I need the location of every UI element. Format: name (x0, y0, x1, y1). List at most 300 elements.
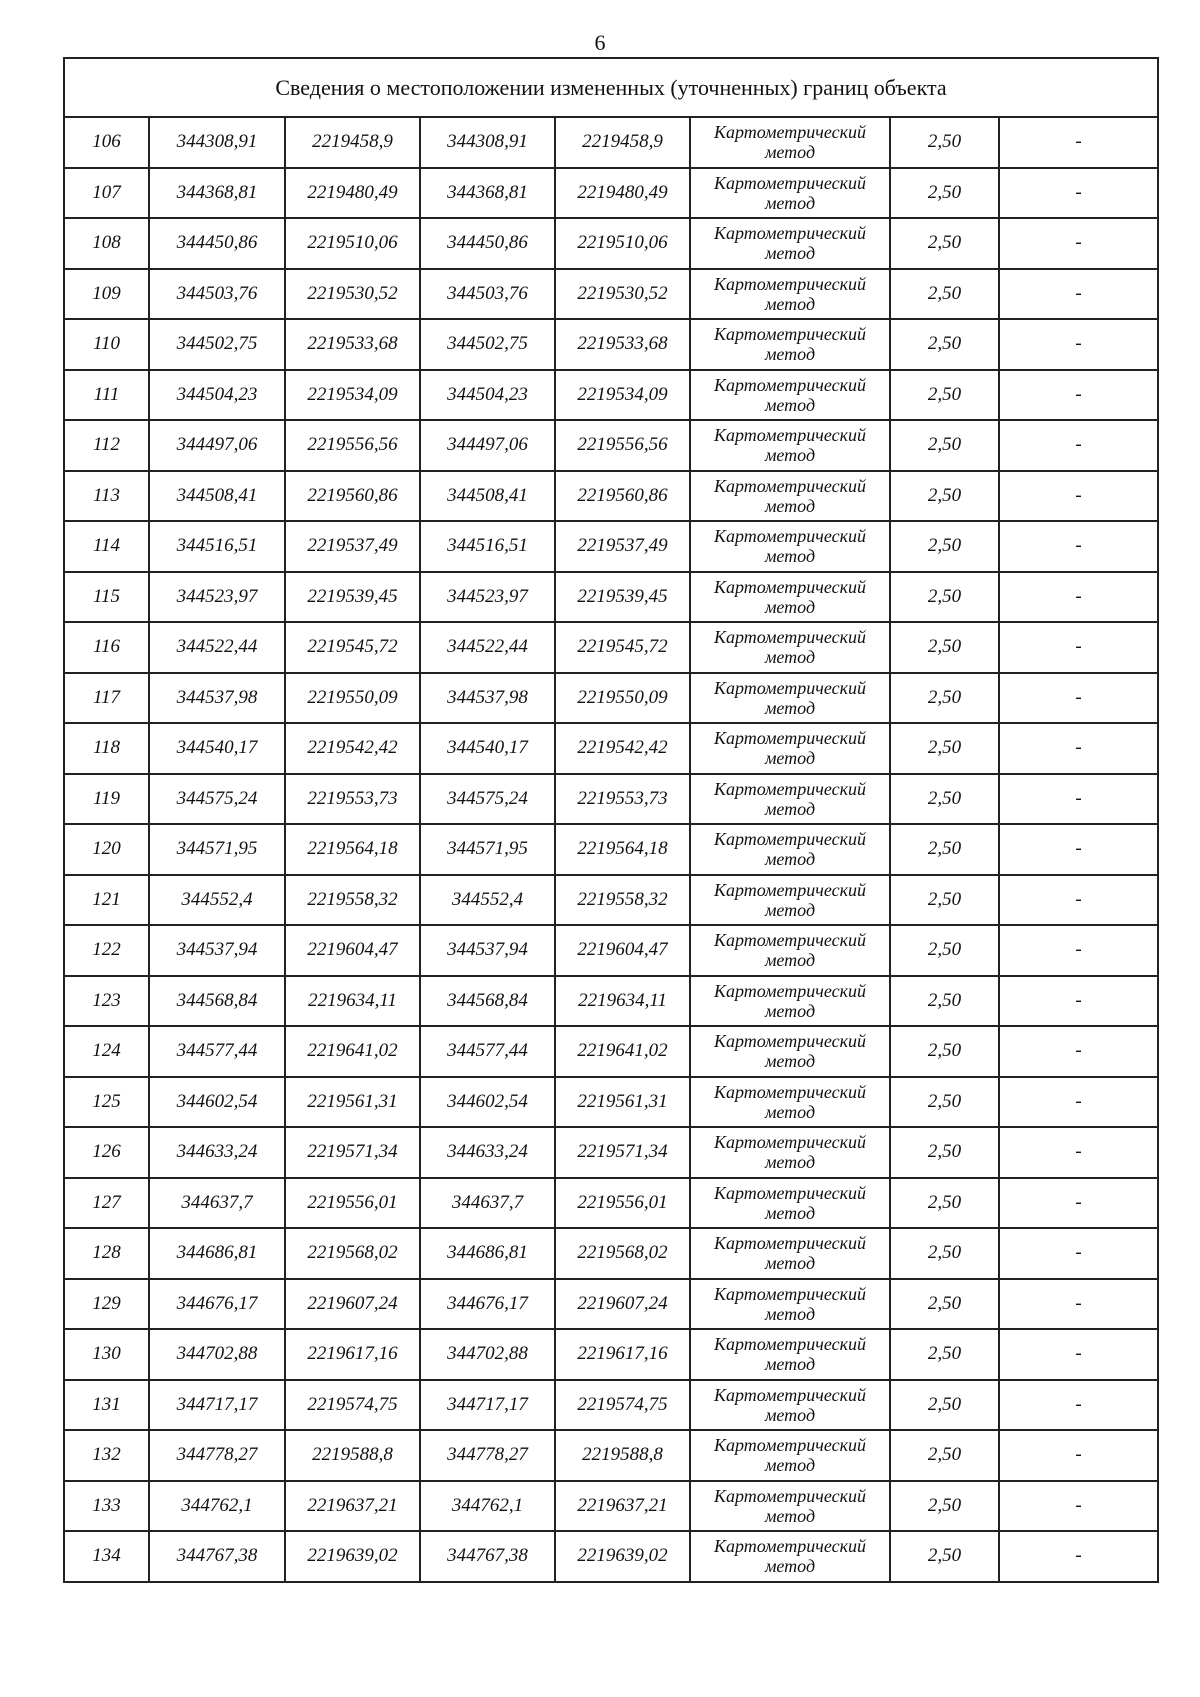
existing-y-cell: 2219604,47 (285, 925, 420, 976)
table-row (64, 1430, 1158, 1481)
existing-x-cell: 344368,81 (149, 168, 285, 219)
accuracy-cell: 2,50 (890, 1329, 999, 1380)
point-number-cell: 115 (64, 572, 149, 623)
existing-x-cell: 344523,97 (149, 572, 285, 623)
point-number-cell: 126 (64, 1127, 149, 1178)
refined-y-cell: 2219537,49 (555, 521, 690, 572)
existing-x-cell: 344575,24 (149, 774, 285, 825)
note-cell: - (999, 1279, 1158, 1330)
existing-x-cell: 344702,88 (149, 1329, 285, 1380)
refined-y-cell: 2219458,9 (555, 117, 690, 168)
accuracy-cell: 2,50 (890, 370, 999, 421)
table-row (64, 1228, 1158, 1279)
method-line-1: Картометрический (713, 1182, 866, 1203)
existing-x-cell: 344502,75 (149, 319, 285, 370)
point-number-cell: 117 (64, 673, 149, 724)
note-cell: - (999, 471, 1158, 522)
note-cell: - (999, 1178, 1158, 1229)
existing-y-cell: 2219480,49 (285, 168, 420, 219)
method-line-1: Картометрический (713, 980, 866, 1001)
method-cell (690, 1481, 890, 1532)
method-cell (690, 976, 890, 1027)
method-cell (690, 420, 890, 471)
refined-y-cell: 2219568,02 (555, 1228, 690, 1279)
refined-x-cell: 344523,97 (420, 572, 555, 623)
existing-x-cell: 344686,81 (149, 1228, 285, 1279)
note-cell: - (999, 1380, 1158, 1431)
existing-y-cell: 2219539,45 (285, 572, 420, 623)
existing-y-cell: 2219542,42 (285, 723, 420, 774)
existing-y-cell: 2219534,09 (285, 370, 420, 421)
method-cell (690, 370, 890, 421)
refined-x-cell: 344568,84 (420, 976, 555, 1027)
refined-y-cell: 2219639,02 (555, 1531, 690, 1582)
method-cell (690, 1279, 890, 1330)
method-line-2: метод (764, 647, 816, 668)
existing-y-cell: 2219561,31 (285, 1077, 420, 1128)
accuracy-cell: 2,50 (890, 572, 999, 623)
refined-x-cell: 344702,88 (420, 1329, 555, 1380)
existing-y-cell: 2219564,18 (285, 824, 420, 875)
table-row (64, 1329, 1158, 1380)
point-number-cell: 108 (64, 218, 149, 269)
boundary-coordinates-table (63, 57, 1159, 1583)
accuracy-cell: 2,50 (890, 319, 999, 370)
method-line-1: Картометрический (713, 1081, 866, 1102)
existing-x-cell: 344552,4 (149, 875, 285, 926)
method-line-2: метод (764, 495, 816, 516)
existing-x-cell: 344602,54 (149, 1077, 285, 1128)
method-cell (690, 521, 890, 572)
existing-x-cell: 344568,84 (149, 976, 285, 1027)
accuracy-cell: 2,50 (890, 1127, 999, 1178)
method-line-2: метод (764, 950, 816, 971)
refined-x-cell: 344450,86 (420, 218, 555, 269)
refined-x-cell: 344717,17 (420, 1380, 555, 1431)
point-number-cell: 132 (64, 1430, 149, 1481)
table-row (64, 572, 1158, 623)
note-cell: - (999, 218, 1158, 269)
method-cell (690, 1228, 890, 1279)
table-row (64, 673, 1158, 724)
refined-y-cell: 2219553,73 (555, 774, 690, 825)
refined-y-cell: 2219604,47 (555, 925, 690, 976)
existing-y-cell: 2219571,34 (285, 1127, 420, 1178)
method-cell (690, 925, 890, 976)
existing-y-cell: 2219607,24 (285, 1279, 420, 1330)
existing-y-cell: 2219617,16 (285, 1329, 420, 1380)
existing-x-cell: 344450,86 (149, 218, 285, 269)
point-number-cell: 106 (64, 117, 149, 168)
method-line-1: Картометрический (713, 273, 866, 294)
accuracy-cell: 2,50 (890, 1531, 999, 1582)
refined-x-cell: 344676,17 (420, 1279, 555, 1330)
existing-y-cell: 2219639,02 (285, 1531, 420, 1582)
point-number-cell: 134 (64, 1531, 149, 1582)
existing-y-cell: 2219588,8 (285, 1430, 420, 1481)
method-cell (690, 1329, 890, 1380)
refined-x-cell: 344368,81 (420, 168, 555, 219)
accuracy-cell: 2,50 (890, 168, 999, 219)
refined-y-cell: 2219634,11 (555, 976, 690, 1027)
table-row (64, 976, 1158, 1027)
existing-y-cell: 2219537,49 (285, 521, 420, 572)
refined-y-cell: 2219588,8 (555, 1430, 690, 1481)
accuracy-cell: 2,50 (890, 1026, 999, 1077)
method-line-1: Картометрический (713, 122, 866, 143)
existing-x-cell: 344571,95 (149, 824, 285, 875)
method-line-2: метод (764, 899, 816, 920)
refined-y-cell: 2219510,06 (555, 218, 690, 269)
accuracy-cell: 2,50 (890, 723, 999, 774)
refined-x-cell: 344537,98 (420, 673, 555, 724)
table-row (64, 420, 1158, 471)
method-line-1: Картометрический (713, 374, 866, 395)
method-cell (690, 1430, 890, 1481)
accuracy-cell: 2,50 (890, 774, 999, 825)
method-cell (690, 218, 890, 269)
refined-x-cell: 344537,94 (420, 925, 555, 976)
existing-y-cell: 2219550,09 (285, 673, 420, 724)
method-line-1: Картометрический (713, 526, 866, 547)
point-number-cell: 120 (64, 824, 149, 875)
existing-y-cell: 2219510,06 (285, 218, 420, 269)
accuracy-cell: 2,50 (890, 218, 999, 269)
table-row (64, 875, 1158, 926)
boundary-coordinates-table-container (63, 57, 1157, 1583)
existing-x-cell: 344522,44 (149, 622, 285, 673)
method-line-1: Картометрический (713, 778, 866, 799)
point-number-cell: 110 (64, 319, 149, 370)
refined-y-cell: 2219564,18 (555, 824, 690, 875)
existing-y-cell: 2219641,02 (285, 1026, 420, 1077)
point-number-cell: 123 (64, 976, 149, 1027)
method-line-2: метод (764, 293, 816, 314)
table-row (64, 370, 1158, 421)
accuracy-cell: 2,50 (890, 976, 999, 1027)
existing-x-cell: 344762,1 (149, 1481, 285, 1532)
table-row (64, 1127, 1158, 1178)
existing-x-cell: 344537,94 (149, 925, 285, 976)
existing-x-cell: 344577,44 (149, 1026, 285, 1077)
point-number-cell: 111 (64, 370, 149, 421)
method-line-1: Картометрический (713, 728, 866, 749)
refined-y-cell: 2219574,75 (555, 1380, 690, 1431)
refined-y-cell: 2219533,68 (555, 319, 690, 370)
refined-x-cell: 344522,44 (420, 622, 555, 673)
refined-x-cell: 344516,51 (420, 521, 555, 572)
note-cell: - (999, 1077, 1158, 1128)
existing-x-cell: 344497,06 (149, 420, 285, 471)
method-line-2: метод (764, 1556, 816, 1577)
existing-y-cell: 2219637,21 (285, 1481, 420, 1532)
method-line-2: метод (764, 142, 816, 163)
refined-y-cell: 2219556,56 (555, 420, 690, 471)
refined-y-cell: 2219561,31 (555, 1077, 690, 1128)
existing-x-cell: 344676,17 (149, 1279, 285, 1330)
method-line-1: Картометрический (713, 829, 866, 850)
method-cell (690, 319, 890, 370)
refined-y-cell: 2219571,34 (555, 1127, 690, 1178)
existing-x-cell: 344504,23 (149, 370, 285, 421)
point-number-cell: 128 (64, 1228, 149, 1279)
method-cell (690, 1178, 890, 1229)
method-line-2: метод (764, 1354, 816, 1375)
method-line-1: Картометрический (713, 1031, 866, 1052)
method-line-1: Картометрический (713, 1132, 866, 1153)
accuracy-cell: 2,50 (890, 824, 999, 875)
note-cell: - (999, 1481, 1158, 1532)
method-line-2: метод (764, 1202, 816, 1223)
note-cell: - (999, 572, 1158, 623)
refined-x-cell: 344575,24 (420, 774, 555, 825)
table-row (64, 218, 1158, 269)
existing-x-cell: 344516,51 (149, 521, 285, 572)
method-line-1: Картометрический (713, 1334, 866, 1355)
method-line-2: метод (764, 546, 816, 567)
table-row (64, 824, 1158, 875)
point-number-cell: 124 (64, 1026, 149, 1077)
existing-y-cell: 2219533,68 (285, 319, 420, 370)
method-line-2: метод (764, 748, 816, 769)
note-cell: - (999, 521, 1158, 572)
note-cell: - (999, 370, 1158, 421)
note-cell: - (999, 622, 1158, 673)
refined-y-cell: 2219558,32 (555, 875, 690, 926)
method-line-1: Картометрический (713, 930, 866, 951)
table-row (64, 1178, 1158, 1229)
method-line-1: Картометрический (713, 1384, 866, 1405)
refined-y-cell: 2219556,01 (555, 1178, 690, 1229)
refined-x-cell: 344633,24 (420, 1127, 555, 1178)
table-title: Сведения о местоположении измененных (уточненных) границ объекта (64, 58, 1158, 117)
existing-y-cell: 2219530,52 (285, 269, 420, 320)
existing-x-cell: 344637,7 (149, 1178, 285, 1229)
method-line-1: Картометрический (713, 172, 866, 193)
refined-y-cell: 2219560,86 (555, 471, 690, 522)
existing-y-cell: 2219545,72 (285, 622, 420, 673)
note-cell: - (999, 420, 1158, 471)
note-cell: - (999, 824, 1158, 875)
existing-x-cell: 344778,27 (149, 1430, 285, 1481)
existing-x-cell: 344717,17 (149, 1380, 285, 1431)
method-cell (690, 1077, 890, 1128)
table-row (64, 1026, 1158, 1077)
table-row (64, 774, 1158, 825)
existing-y-cell: 2219556,01 (285, 1178, 420, 1229)
point-number-cell: 109 (64, 269, 149, 320)
refined-y-cell: 2219617,16 (555, 1329, 690, 1380)
method-line-2: метод (764, 849, 816, 870)
existing-y-cell: 2219568,02 (285, 1228, 420, 1279)
point-number-cell: 118 (64, 723, 149, 774)
point-number-cell: 119 (64, 774, 149, 825)
existing-x-cell: 344308,91 (149, 117, 285, 168)
method-cell (690, 875, 890, 926)
method-line-2: метод (764, 243, 816, 264)
existing-y-cell: 2219560,86 (285, 471, 420, 522)
method-line-2: метод (764, 1253, 816, 1274)
refined-x-cell: 344762,1 (420, 1481, 555, 1532)
method-cell (690, 824, 890, 875)
refined-x-cell: 344767,38 (420, 1531, 555, 1582)
point-number-cell: 133 (64, 1481, 149, 1532)
method-line-1: Картометрический (713, 223, 866, 244)
note-cell: - (999, 269, 1158, 320)
refined-x-cell: 344508,41 (420, 471, 555, 522)
method-cell (690, 117, 890, 168)
table-row (64, 117, 1158, 168)
existing-y-cell: 2219556,56 (285, 420, 420, 471)
table-row (64, 521, 1158, 572)
existing-y-cell: 2219553,73 (285, 774, 420, 825)
note-cell: - (999, 1430, 1158, 1481)
accuracy-cell: 2,50 (890, 521, 999, 572)
accuracy-cell: 2,50 (890, 1228, 999, 1279)
method-line-2: метод (764, 1505, 816, 1526)
point-number-cell: 116 (64, 622, 149, 673)
point-number-cell: 121 (64, 875, 149, 926)
accuracy-cell: 2,50 (890, 420, 999, 471)
point-number-cell: 127 (64, 1178, 149, 1229)
refined-x-cell: 344497,06 (420, 420, 555, 471)
existing-y-cell: 2219574,75 (285, 1380, 420, 1431)
method-line-1: Картометрический (713, 1485, 866, 1506)
refined-x-cell: 344602,54 (420, 1077, 555, 1128)
accuracy-cell: 2,50 (890, 1178, 999, 1229)
note-cell: - (999, 117, 1158, 168)
note-cell: - (999, 723, 1158, 774)
refined-y-cell: 2219550,09 (555, 673, 690, 724)
refined-y-cell: 2219530,52 (555, 269, 690, 320)
note-cell: - (999, 875, 1158, 926)
accuracy-cell: 2,50 (890, 875, 999, 926)
method-cell (690, 269, 890, 320)
refined-x-cell: 344308,91 (420, 117, 555, 168)
table-row (64, 622, 1158, 673)
existing-x-cell: 344540,17 (149, 723, 285, 774)
accuracy-cell: 2,50 (890, 673, 999, 724)
method-line-1: Картометрический (713, 1283, 866, 1304)
method-line-2: метод (764, 1455, 816, 1476)
method-line-2: метод (764, 1303, 816, 1324)
method-cell (690, 673, 890, 724)
method-line-2: метод (764, 1101, 816, 1122)
method-line-2: метод (764, 445, 816, 466)
refined-x-cell: 344571,95 (420, 824, 555, 875)
accuracy-cell: 2,50 (890, 1430, 999, 1481)
method-line-1: Картометрический (713, 879, 866, 900)
note-cell: - (999, 319, 1158, 370)
table-row (64, 1279, 1158, 1330)
refined-y-cell: 2219542,42 (555, 723, 690, 774)
table-title-row (64, 58, 1158, 117)
note-cell: - (999, 925, 1158, 976)
table-row (64, 471, 1158, 522)
note-cell: - (999, 976, 1158, 1027)
existing-x-cell: 344767,38 (149, 1531, 285, 1582)
method-cell (690, 622, 890, 673)
accuracy-cell: 2,50 (890, 269, 999, 320)
method-line-1: Картометрический (713, 677, 866, 698)
table-row (64, 925, 1158, 976)
point-number-cell: 122 (64, 925, 149, 976)
method-cell (690, 1127, 890, 1178)
refined-x-cell: 344503,76 (420, 269, 555, 320)
method-line-2: метод (764, 1051, 816, 1072)
refined-y-cell: 2219637,21 (555, 1481, 690, 1532)
existing-x-cell: 344633,24 (149, 1127, 285, 1178)
refined-x-cell: 344552,4 (420, 875, 555, 926)
note-cell: - (999, 168, 1158, 219)
method-cell (690, 471, 890, 522)
existing-y-cell: 2219558,32 (285, 875, 420, 926)
accuracy-cell: 2,50 (890, 1481, 999, 1532)
method-line-1: Картометрический (713, 1435, 866, 1456)
note-cell: - (999, 1531, 1158, 1582)
existing-x-cell: 344508,41 (149, 471, 285, 522)
point-number-cell: 125 (64, 1077, 149, 1128)
method-cell (690, 168, 890, 219)
method-cell (690, 1531, 890, 1582)
method-line-2: метод (764, 798, 816, 819)
refined-y-cell: 2219607,24 (555, 1279, 690, 1330)
refined-x-cell: 344540,17 (420, 723, 555, 774)
method-line-2: метод (764, 192, 816, 213)
method-cell (690, 1026, 890, 1077)
table-row (64, 1531, 1158, 1582)
method-cell (690, 572, 890, 623)
table-row (64, 723, 1158, 774)
refined-x-cell: 344504,23 (420, 370, 555, 421)
method-line-2: метод (764, 1152, 816, 1173)
existing-x-cell: 344537,98 (149, 673, 285, 724)
existing-y-cell: 2219458,9 (285, 117, 420, 168)
method-line-2: метод (764, 344, 816, 365)
note-cell: - (999, 1228, 1158, 1279)
note-cell: - (999, 774, 1158, 825)
accuracy-cell: 2,50 (890, 1077, 999, 1128)
method-line-2: метод (764, 394, 816, 415)
note-cell: - (999, 1329, 1158, 1380)
point-number-cell: 107 (64, 168, 149, 219)
accuracy-cell: 2,50 (890, 1279, 999, 1330)
method-cell (690, 774, 890, 825)
method-line-1: Картометрический (713, 425, 866, 446)
note-cell: - (999, 1127, 1158, 1178)
refined-x-cell: 344502,75 (420, 319, 555, 370)
refined-x-cell: 344778,27 (420, 1430, 555, 1481)
accuracy-cell: 2,50 (890, 471, 999, 522)
point-number-cell: 130 (64, 1329, 149, 1380)
point-number-cell: 112 (64, 420, 149, 471)
method-line-1: Картометрический (713, 1536, 866, 1557)
method-line-1: Картометрический (713, 1233, 866, 1254)
page-number: 6 (594, 30, 606, 55)
refined-y-cell: 2219539,45 (555, 572, 690, 623)
accuracy-cell: 2,50 (890, 622, 999, 673)
refined-x-cell: 344637,7 (420, 1178, 555, 1229)
note-cell: - (999, 1026, 1158, 1077)
existing-y-cell: 2219634,11 (285, 976, 420, 1027)
refined-x-cell: 344577,44 (420, 1026, 555, 1077)
method-line-2: метод (764, 596, 816, 617)
method-cell (690, 723, 890, 774)
table-row (64, 1481, 1158, 1532)
point-number-cell: 129 (64, 1279, 149, 1330)
method-line-2: метод (764, 1404, 816, 1425)
existing-x-cell: 344503,76 (149, 269, 285, 320)
